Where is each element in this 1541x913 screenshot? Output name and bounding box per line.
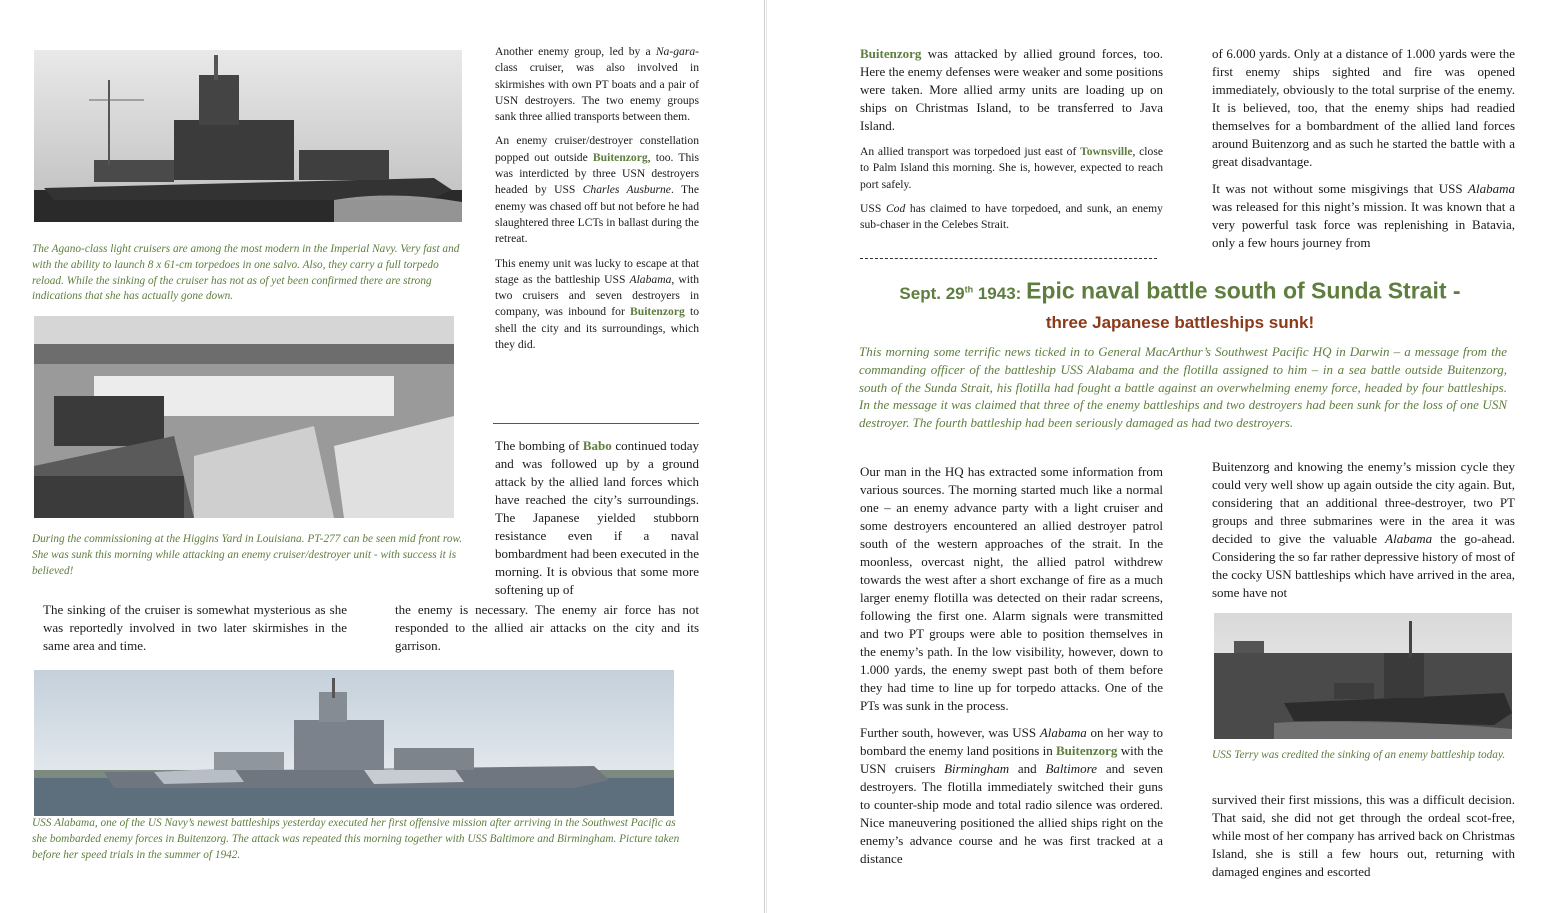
- lead-paragraph: This morning some terrific news ticked in to General MacArthur’s Southwest Pacific HQ in Darwin – a message from the commanding officer of the battleship USS Alabama and the flotilla assigned to him – in a sea battle outside Buitenzorg, south of the Sunda Strait, his flotilla had fought a battle against an overwhelming enemy force, headed by four battleships. In the message it was claimed that three of the enemy battleships and two destroyers had been sunk for the loss of one USN destroyer. The fourth battleship had been seriously damaged as had two destroyers.: [859, 344, 1507, 431]
- page-gutter: [764, 0, 765, 913]
- photo-agano-cruiser: [34, 50, 462, 222]
- para-mission-cycle: Buitenzorg and knowing the enemy’s mission cycle they could very well show up again outside the city again. But, considering that an additional three-destroyer, two PT groups and three submarines were in the area it was decided to give the valuable Alabama the go-ahead. Considering the so far rather depressive history of most of the cocky USN battleships which have arrived in the area, some have not: [1212, 459, 1515, 600]
- caption-uss-terry: USS Terry was credited the sinking of an enemy battleship today.: [1212, 749, 1506, 761]
- para-babo: The bombing of Babo continued today and was followed up by a ground attack by the allied land forces which have reached the city’s surroundings. The Japanese yielded stubborn resistance even if a naval bombardment had been executed in the morning. It is obvious that some more softening up of: [495, 438, 699, 597]
- caption-pt-boat: During the commissioning at the Higgins Yard in Louisiana. PT-277 can be seen mid front row. She was sunk this morning while attacking an enemy cruiser/destroyer unit - with success it is believed!: [32, 533, 463, 577]
- left-column-a: [495, 44, 699, 353]
- photo-uss-terry: [1214, 613, 1512, 739]
- para-6000-yards: of 6.000 yards. Only at a distance of 1.000 yards were the first enemy ships sighted and fire was opened immediately, obviously to the total surprise of the enemy. It is believed, too, that the enemy ships had readied themselves for a bombardment of the allied land forces around Buitenzorg and as such he started the battle with a great disadvantage.: [1212, 46, 1515, 169]
- para-hq-sources: Our man in the HQ has extracted some information from various sources. The morning started much like a normal one – an enemy advance party with a light cruiser and some destroyers encountered an allied destroyer patrol south of the western approaches of the strait. In the moonless, overcast night, the allied patrol withdrew towards the west after a short exchange of fire as a much larger enemy flotilla was detected on their radar screens, following the first one. Alarm signals were transmitted and two PT groups were able to position themselves in the enemy’s path. In the low visibility, however, down to 1.000 yards, the enemy swept past both of them before they had time to line up for torpedo attacks. One of the PTs was sunk in the process.: [860, 464, 1163, 713]
- headline-title: Sept. 29th 1943: Epic naval battle south of Sunda Strait -: [899, 277, 1461, 304]
- para-survived: survived their first missions, this was a difficult decision. That said, she did not get through the ordeal scot-free, while most of her company has arrived back on Christmas Island, she is still a few hours out, returning with damaged engines and escorted: [1212, 792, 1515, 879]
- para-cruiser-mystery: The sinking of the cruiser is somewhat mysterious as she was reportedly involved in two later skirmishes in the same area and time.: [43, 602, 347, 653]
- caption-agano: The Agano-class light cruisers are among the most modern in the Imperial Navy. Very fast and with the ability to launch 8 x 61-cm torpedoes in one salvo. Also, they carry a full torpedo reload. While the sinking of the cruiser has not as of yet been confirmed there are strong indications that she has actually gone down.: [32, 243, 460, 303]
- para-alabama-inbound: This enemy unit was lucky to escape at that stage as the battleship USS Alabama, with two cruisers and seven destroyers in company, was inbound for Buitenzorg to shell the city and its surroundings, which they did.: [495, 256, 699, 352]
- para-babo-continued: the enemy is necessary. The enemy air force has not responded to the allied air attacks on the city and its garrison.: [395, 602, 699, 653]
- left-divider-rule: [493, 423, 699, 424]
- headline-block: [840, 272, 1520, 334]
- headline-subtitle: three Japanese battleships sunk!: [1045, 312, 1315, 332]
- section-dashed-divider: [860, 258, 1157, 259]
- para-uss-cod: USS Cod has claimed to have torpedoed, and sunk, an enemy sub-chaser in the Celebes Strait.: [860, 201, 1163, 232]
- para-further-south: Further south, however, was USS Alabama on her way to bombard the enemy land positions in Buitenzorg with the USN cruisers Birmingham and Baltimore and seven destroyers. The flotilla immediately switched their guns to counter-ship mode and total radio silence was ordered. Nice maneuvering positioned the allied ships right on the enemy’s advance course and he was first tracked at a distance: [860, 725, 1163, 866]
- para-misgivings: It was not without some misgivings that USS Alabama was released for this night’s mission. It was known that a very powerful task force was replenishing in Batavia, only a few hours journey from: [1212, 181, 1515, 250]
- photo-pt-boat-commissioning: [34, 316, 454, 518]
- para-buitenzorg-cruiser: An enemy cruiser/destroyer constellation popped out outside Buitenzorg, too. This was interdicted by three USN destroyers headed by USS Charles Ausburne. The enemy was chased off but not before he had slaughtered three LCTs in ballast during the retreat.: [495, 134, 700, 246]
- para-nagara: Another enemy group, led by a Na-gara-class cruiser, was also involved in skirmishes with own PT boats and a pair of USN destroyers. The two enemy groups sank three allied transports between them.: [495, 45, 699, 124]
- para-buitenzorg-ground: Buitenzorg was attacked by allied ground forces, too. Here the enemy defenses were weaker and some positions were taken. More allied army units are loading up on ships on Christmas Island, to be transferred to Java Island.: [860, 46, 1163, 133]
- right-top-column-2: [1212, 45, 1515, 252]
- right-bottom-column-1: [860, 463, 1163, 868]
- caption-alabama: USS Alabama, one of the US Navy’s newest battleships yesterday executed her first offensive mission after arriving in the Southwest Pacific as she bombarded enemy forces in Buitenzorg. The attack was repeated this morning together with USS Baltimore and Birmingham. Picture taken before her speed trials in the summer of 1942.: [32, 817, 680, 861]
- para-townsville: An allied transport was torpedoed just east of Townsville, close to Palm Island this morning. She is, however, expected to reach port safely.: [860, 145, 1163, 191]
- page-gutter-shadow: [766, 0, 767, 913]
- photo-uss-alabama: [34, 670, 674, 816]
- right-top-column-1: [860, 45, 1163, 233]
